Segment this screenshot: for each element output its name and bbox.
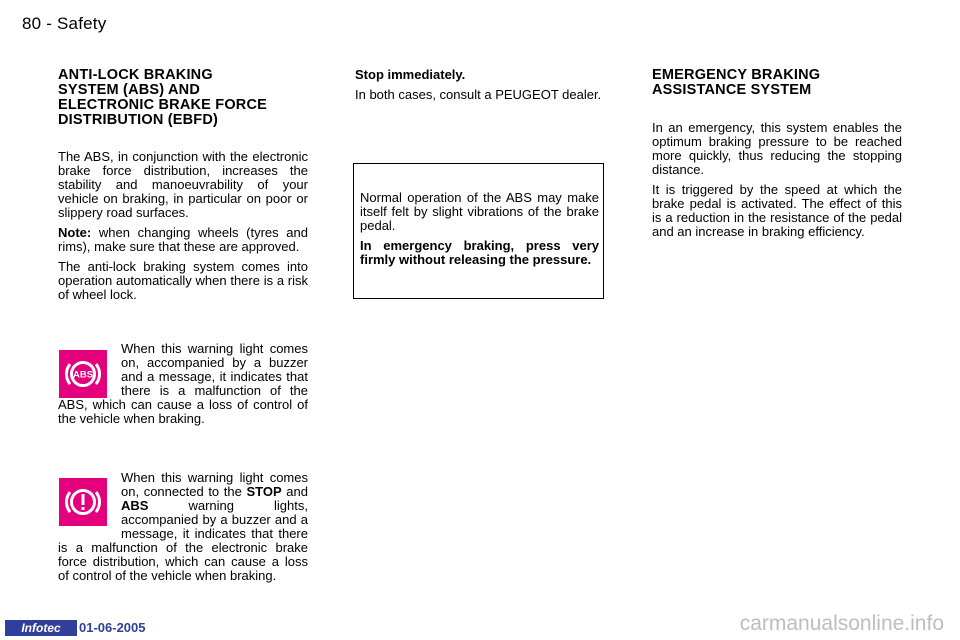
- abs-note: Note: when changing wheels (tyres and rims), make sure that these are approved.: [58, 225, 308, 254]
- abs-icon-label: ABS: [72, 369, 94, 381]
- brake-warning-text: When this warning light comes on, connected to the STOP and ABS warning lights, accompanied by a buzzer and a message, it indicates that there is a malfunction of the electronic brake force distribution, which can cause a loss of control of the vehicle when braking.: [58, 470, 308, 583]
- stop-immediately: Stop immediately.: [355, 67, 466, 82]
- abs-body: [58, 150, 308, 308]
- consult-dealer: In both cases, consult a PEUGEOT dealer.: [355, 87, 602, 102]
- stop-section: [355, 68, 605, 108]
- abs-warning-text: When this warning light comes on, accompanied by a buzzer and a message, it indicates that there is a malfunction of the ABS, which can cause a loss of control of the vehicle when braking.: [58, 341, 308, 426]
- footer-date: 01-06-2005: [79, 620, 146, 635]
- watermark: carmanualsonline.info: [739, 612, 944, 635]
- eba-paragraph-2: It is triggered by the speed at which the brake pedal is activated. The effect of this is a reduction in the resistance of the pedal and an increase in braking efficiency.: [652, 182, 902, 239]
- abs-section: [58, 68, 308, 128]
- infotec-badge: Infotec: [5, 620, 77, 636]
- eba-heading: EMERGENCY BRAKING ASSISTANCE SYSTEM: [652, 67, 821, 98]
- abs-note-box: [353, 163, 604, 299]
- abs-paragraph-1: The ABS, in conjunction with the electronic brake force distribution, increases the stability and manoeuvrability of your vehicle on braking, in particular on poor or slippery road surfaces.: [58, 149, 308, 220]
- page-title: 80 - Safety: [22, 14, 107, 33]
- emergency-braking-text: In emergency braking, press very firmly without releasing the pressure.: [360, 238, 599, 267]
- abs-paragraph-3: The anti-lock braking system comes into operation automatically when there is a risk of wheel lock.: [58, 259, 308, 302]
- abs-heading: ANTI-LOCK BRAKING SYSTEM (ABS) AND ELECTRONIC BRAKE FORCE DISTRIBUTION (EBFD): [58, 67, 268, 128]
- eba-body: [652, 121, 902, 245]
- eba-section: [652, 68, 902, 98]
- eba-paragraph-1: In an emergency, this system enables the optimum braking pressure to be reached more quickly, thus reducing the stopping distance.: [652, 120, 902, 177]
- normal-operation-text: Normal operation of the ABS may make itself felt by slight vibrations of the brake pedal.: [360, 190, 599, 233]
